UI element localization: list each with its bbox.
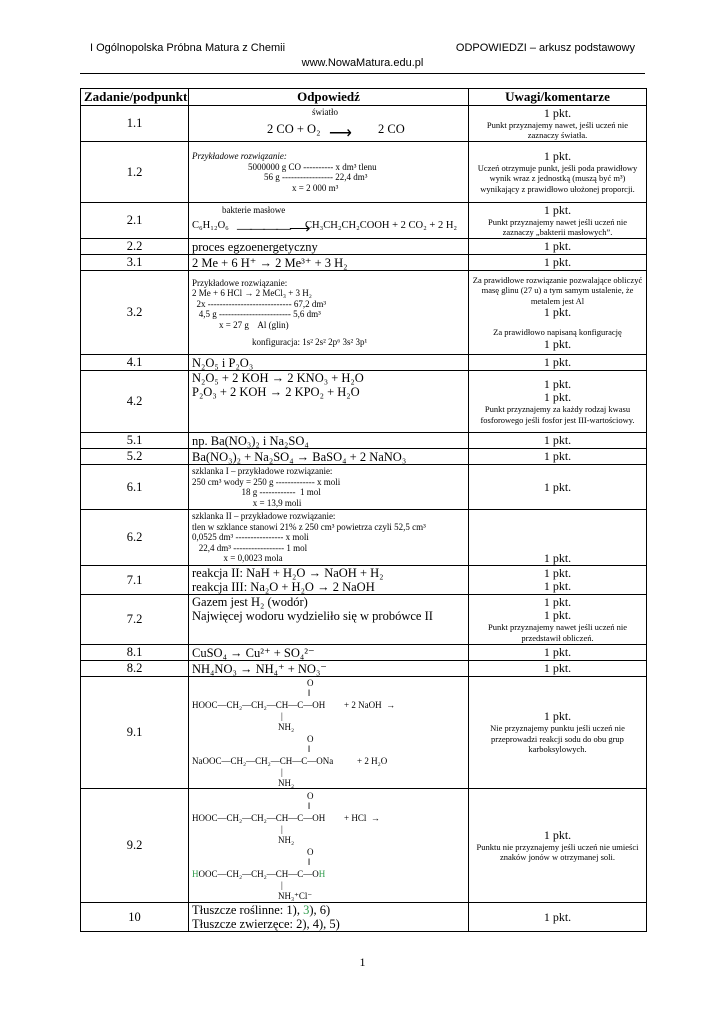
points: 1 pkt. — [543, 579, 572, 593]
reagent: + HCl → — [344, 812, 380, 823]
task-id: 4.2 — [81, 371, 189, 433]
task-id: 7.1 — [81, 566, 189, 595]
notes-cell — [469, 789, 647, 903]
points: 1 pkt. — [543, 355, 572, 369]
task-id: 8.1 — [81, 645, 189, 661]
answer-line: 0,0525 dm³ ---------------- x moli — [192, 532, 309, 543]
reaction-arrow: ⟶ — [329, 124, 352, 142]
table-row — [81, 566, 647, 595]
table-row — [81, 465, 647, 510]
points: 1 pkt. — [543, 909, 572, 924]
answer-cell — [189, 371, 469, 433]
note: Punkt przyznajemy nawet jeśli uczeń nie przedstawił obliczeń. — [487, 622, 628, 643]
products: CH₃CH₂CH₂COOH + 2 CO₂ + 2 H₂ — [305, 219, 458, 231]
points: 1 pkt. — [543, 551, 572, 565]
points: 1 pkt. — [543, 566, 572, 580]
single-bond: | — [281, 879, 283, 890]
answer-line: szklanka I – przykładowe rozwiązanie: — [192, 466, 333, 476]
table-row — [81, 371, 647, 433]
structure-line: NaOOC—CH₂—CH₂—CH—C—ONa — [192, 755, 334, 766]
table-row — [81, 789, 647, 903]
amino-group: NH₂ — [278, 721, 295, 732]
reagent: + 2 NaOH → — [344, 699, 396, 710]
task-id: 2.1 — [81, 203, 189, 239]
points: 1 pkt. — [543, 449, 572, 463]
points: 1 pkt. — [543, 595, 572, 609]
notes-cell — [469, 595, 647, 645]
notes-cell — [469, 106, 647, 142]
answer-cell: NH₄NO₃ → NH₄⁺ + NO₃⁻ — [189, 661, 469, 677]
answer-cell: N₂O₅ i P₂O₃ — [189, 355, 469, 371]
header-center: www.NowaMatura.edu.pl — [301, 57, 424, 69]
answer-line: Przykładowe rozwiązanie: — [192, 151, 287, 161]
answer-cell: 2 Me + 6 H⁺ → 2 Me³⁺ + 3 H₂ — [189, 255, 469, 271]
notes-cell — [469, 203, 647, 239]
answer-line: x = 13,9 moli — [192, 497, 302, 508]
points: 1 pkt. — [543, 433, 572, 447]
double-bond: ‖ — [308, 856, 311, 867]
table-row — [81, 595, 647, 645]
points: 1 pkt. — [543, 709, 572, 724]
answer-cell — [189, 903, 469, 932]
answer-cell: CuSO₄ → Cu²⁺ + SO₄²⁻ — [189, 645, 469, 661]
answers-table — [80, 88, 647, 932]
points: 1 pkt. — [543, 608, 572, 622]
answer-line: x = 0,0023 mola — [192, 553, 283, 564]
table-row — [81, 203, 647, 239]
oxygen-atom: O — [307, 677, 314, 688]
col-header-answer: Odpowiedź — [189, 89, 469, 106]
task-id: 10 — [81, 903, 189, 932]
answer-cell — [189, 465, 469, 510]
reaction-scheme — [192, 790, 465, 902]
task-id: 9.2 — [81, 789, 189, 903]
points: 1 pkt. — [543, 255, 572, 269]
answer-fragment: ), 6) — [309, 903, 331, 917]
answer-cell — [189, 510, 469, 566]
table-row — [81, 661, 647, 677]
oxygen-atom: O — [307, 790, 314, 801]
table-row — [81, 142, 647, 203]
notes-cell — [469, 142, 647, 203]
answer-line: 4,5 g ------------------------ 5,6 dm³ — [192, 309, 321, 319]
table-row — [81, 255, 647, 271]
answer-cell — [189, 203, 469, 239]
task-id: 1.1 — [81, 106, 189, 142]
notes-cell — [469, 271, 647, 355]
structure-line: HOOC—CH₂—CH₂—CH—C—OH — [192, 812, 326, 823]
note: Punkt przyznajemy nawet, jeśli uczeń nie zaznaczy światła. — [486, 119, 629, 140]
highlighted-hydrogen: H — [192, 868, 199, 879]
answer-cell — [189, 106, 469, 142]
structure-line — [192, 869, 325, 879]
answer-cell — [189, 271, 469, 355]
reaction-arrow: ————⟶ — [237, 220, 309, 237]
answer-fragment: Tłuszcze roślinne: 1), — [192, 903, 304, 917]
answer-line: 2x ---------------------------- 67,2 dm³ — [192, 298, 327, 309]
oxygen-atom: O — [307, 733, 314, 744]
single-bond: | — [281, 710, 283, 721]
header-right: ODPOWIEDZI – arkusz podstawowy — [455, 42, 635, 54]
table-row — [81, 106, 647, 142]
answer-line: 22,4 dm³ ----------------- 1 mol — [192, 542, 308, 553]
amino-group: NH₂ — [278, 777, 295, 788]
ammonium-group: NH₃⁺Cl⁻ — [278, 890, 313, 901]
reactants: 2 CO + O₂ — [267, 121, 321, 136]
answer-line: Tłuszcze zwierzęce: 2), 4), 5) — [192, 917, 340, 931]
task-id: 9.1 — [81, 677, 189, 789]
highlighted-number: 3 — [303, 903, 310, 917]
reactants: C₆H₁₂O₆ — [192, 219, 229, 231]
note: Punktu nie przyznajemy jeśli uczeń nie umieści znaków jonów w otrzymanej soli. — [476, 841, 639, 862]
points: 1 pkt. — [543, 148, 572, 163]
table-row — [81, 271, 647, 355]
points: 1 pkt. — [543, 661, 572, 675]
answer-line: tlen w szklance stanowi 21% z 250 cm³ powietrza czyli 52,5 cm³ — [192, 521, 426, 532]
double-bond: ‖ — [308, 743, 311, 754]
answer-line: 56 g ----------------- 22,4 dm³ — [264, 172, 368, 182]
oxygen-atom: O — [307, 846, 314, 857]
points: 1 pkt. — [543, 390, 572, 404]
points: 1 pkt. — [543, 239, 572, 253]
answer-line: reakcja II: NaH + H₂O → NaOH + H₂ — [192, 566, 384, 580]
answer-cell: proces egzoenergetyczny — [189, 239, 469, 255]
answer-line: P₂O₃ + 2 KOH → 2 KPO₂ + H₂O — [192, 385, 360, 399]
answer-cell — [189, 142, 469, 203]
points: 1 pkt. — [543, 202, 572, 217]
header-divider — [80, 73, 645, 74]
task-id: 5.1 — [81, 433, 189, 449]
points: 1 pkt. — [543, 377, 572, 391]
note: Za prawidłowo napisaną konfigurację — [493, 327, 622, 337]
header-left: I Ogólnopolska Próbna Matura z Chemii — [90, 42, 286, 54]
note: Uczeń otrzymuje punkt, jeśli poda prawidłowy wynik wraz z jednostką (muszą być m³) wynikający z prawidłowo ułożonej proporcji. — [477, 162, 638, 194]
points: 1 pkt. — [543, 305, 572, 319]
table-row — [81, 355, 647, 371]
answer-line: Przykładowe rozwiązanie: — [192, 277, 288, 288]
answer-cell: Ba(NO₃)₂ + Na₂SO₄ → BaSO₄ + 2 NaNO₃ — [189, 449, 469, 465]
points: 1 pkt. — [543, 479, 572, 494]
task-id: 8.2 — [81, 661, 189, 677]
answer-line: Gazem jest H₂ (wodór) — [192, 595, 308, 609]
highlighted-hydrogen: H — [318, 868, 326, 879]
answer-cell — [189, 677, 469, 789]
answer-line: reakcja III: Na₂O + H₂O → 2 NaOH — [192, 580, 375, 594]
note: Nie przyznajemy punktu jeśli uczeń nie przeprowadzi reakcji sodu do obu grup karboksylowych. — [490, 723, 625, 755]
double-bond: ‖ — [308, 687, 311, 698]
task-id: 6.2 — [81, 510, 189, 566]
col-header-notes: Uwagi/komentarze — [469, 89, 647, 106]
points: 1 pkt. — [543, 645, 572, 659]
products: 2 CO — [378, 121, 405, 136]
notes-cell — [469, 371, 647, 433]
table-row — [81, 239, 647, 255]
answer-line: Najwięcej wodoru wydzieliło się w probówce II — [192, 609, 433, 623]
answer-line: x = 27 g Al (glin) — [192, 319, 289, 330]
answer-line: szklanka II – przykładowe rozwiązanie: — [192, 511, 336, 522]
note: Punkt przyznajemy nawet jeśli uczeń nie zaznaczy „bakterii masłowych”. — [487, 216, 628, 237]
single-bond: | — [281, 766, 283, 777]
table-row — [81, 677, 647, 789]
answer-cell — [189, 595, 469, 645]
col-header-task: Zadanie/podpunkt — [81, 89, 189, 106]
task-id: 5.2 — [81, 449, 189, 465]
arrow-condition: bakterie masłowe — [222, 204, 286, 215]
task-id: 3.2 — [81, 271, 189, 355]
note: Punkt przyznajemy za każdy rodzaj kwasu fosforowego jeśli fosfor jest III-wartościowy. — [480, 404, 635, 425]
answer-line: 250 cm³ wody = 250 g ------------- x moli — [192, 476, 341, 487]
points: 1 pkt. — [543, 827, 572, 842]
page-number: 1 — [359, 955, 366, 969]
task-id: 4.1 — [81, 355, 189, 371]
single-bond: | — [281, 823, 283, 834]
table-row — [81, 433, 647, 449]
points: 1 pkt. — [543, 105, 572, 120]
task-id: 1.2 — [81, 142, 189, 203]
task-id: 2.2 — [81, 239, 189, 255]
table-row — [81, 449, 647, 465]
answer-line: N₂O₅ + 2 KOH → 2 KNO₃ + H₂O — [192, 371, 364, 385]
structure-line: HOOC—CH₂—CH₂—CH—C—OH — [192, 699, 326, 710]
note: Za prawidłowe rozwiązanie pozwalające obliczyć masę glinu (27 u) a tym samym ustalenie, że metalem jest Al — [472, 274, 643, 306]
answer-line: 2 Me + 6 HCl → 2 MeCl₃ + 3 H₂ — [192, 288, 312, 298]
double-bond: ‖ — [308, 800, 311, 811]
points: 1 pkt. — [543, 336, 572, 351]
table-row — [81, 903, 647, 932]
task-id: 3.1 — [81, 255, 189, 271]
answer-cell: np. Ba(NO₃)₂ i Na₂SO₄ — [189, 433, 469, 449]
task-id: 6.1 — [81, 465, 189, 510]
task-id: 7.2 — [81, 595, 189, 645]
structure-fragment: OOC—CH₂—CH₂—CH—C—O — [198, 868, 319, 879]
arrow-condition: światło — [312, 106, 338, 117]
answer-cell — [189, 789, 469, 903]
notes-cell — [469, 677, 647, 789]
reaction-scheme — [192, 678, 465, 788]
table-header-row — [81, 89, 647, 106]
product: + 2 H₂O — [357, 755, 388, 766]
table-row — [81, 510, 647, 566]
answer-line: konfiguracja: 1s² 2s² 2p⁶ 3s² 3p¹ — [252, 337, 368, 347]
table-row — [81, 645, 647, 661]
answer-line: 5000000 g CO ---------- x dm³ tlenu — [248, 161, 377, 172]
answer-line: x = 2 000 m³ — [292, 182, 339, 193]
answer-line — [192, 903, 465, 917]
answer-line: 18 g ------------ 1 mol — [192, 487, 321, 497]
amino-group: NH₂ — [278, 834, 295, 845]
answer-cell — [189, 566, 469, 595]
